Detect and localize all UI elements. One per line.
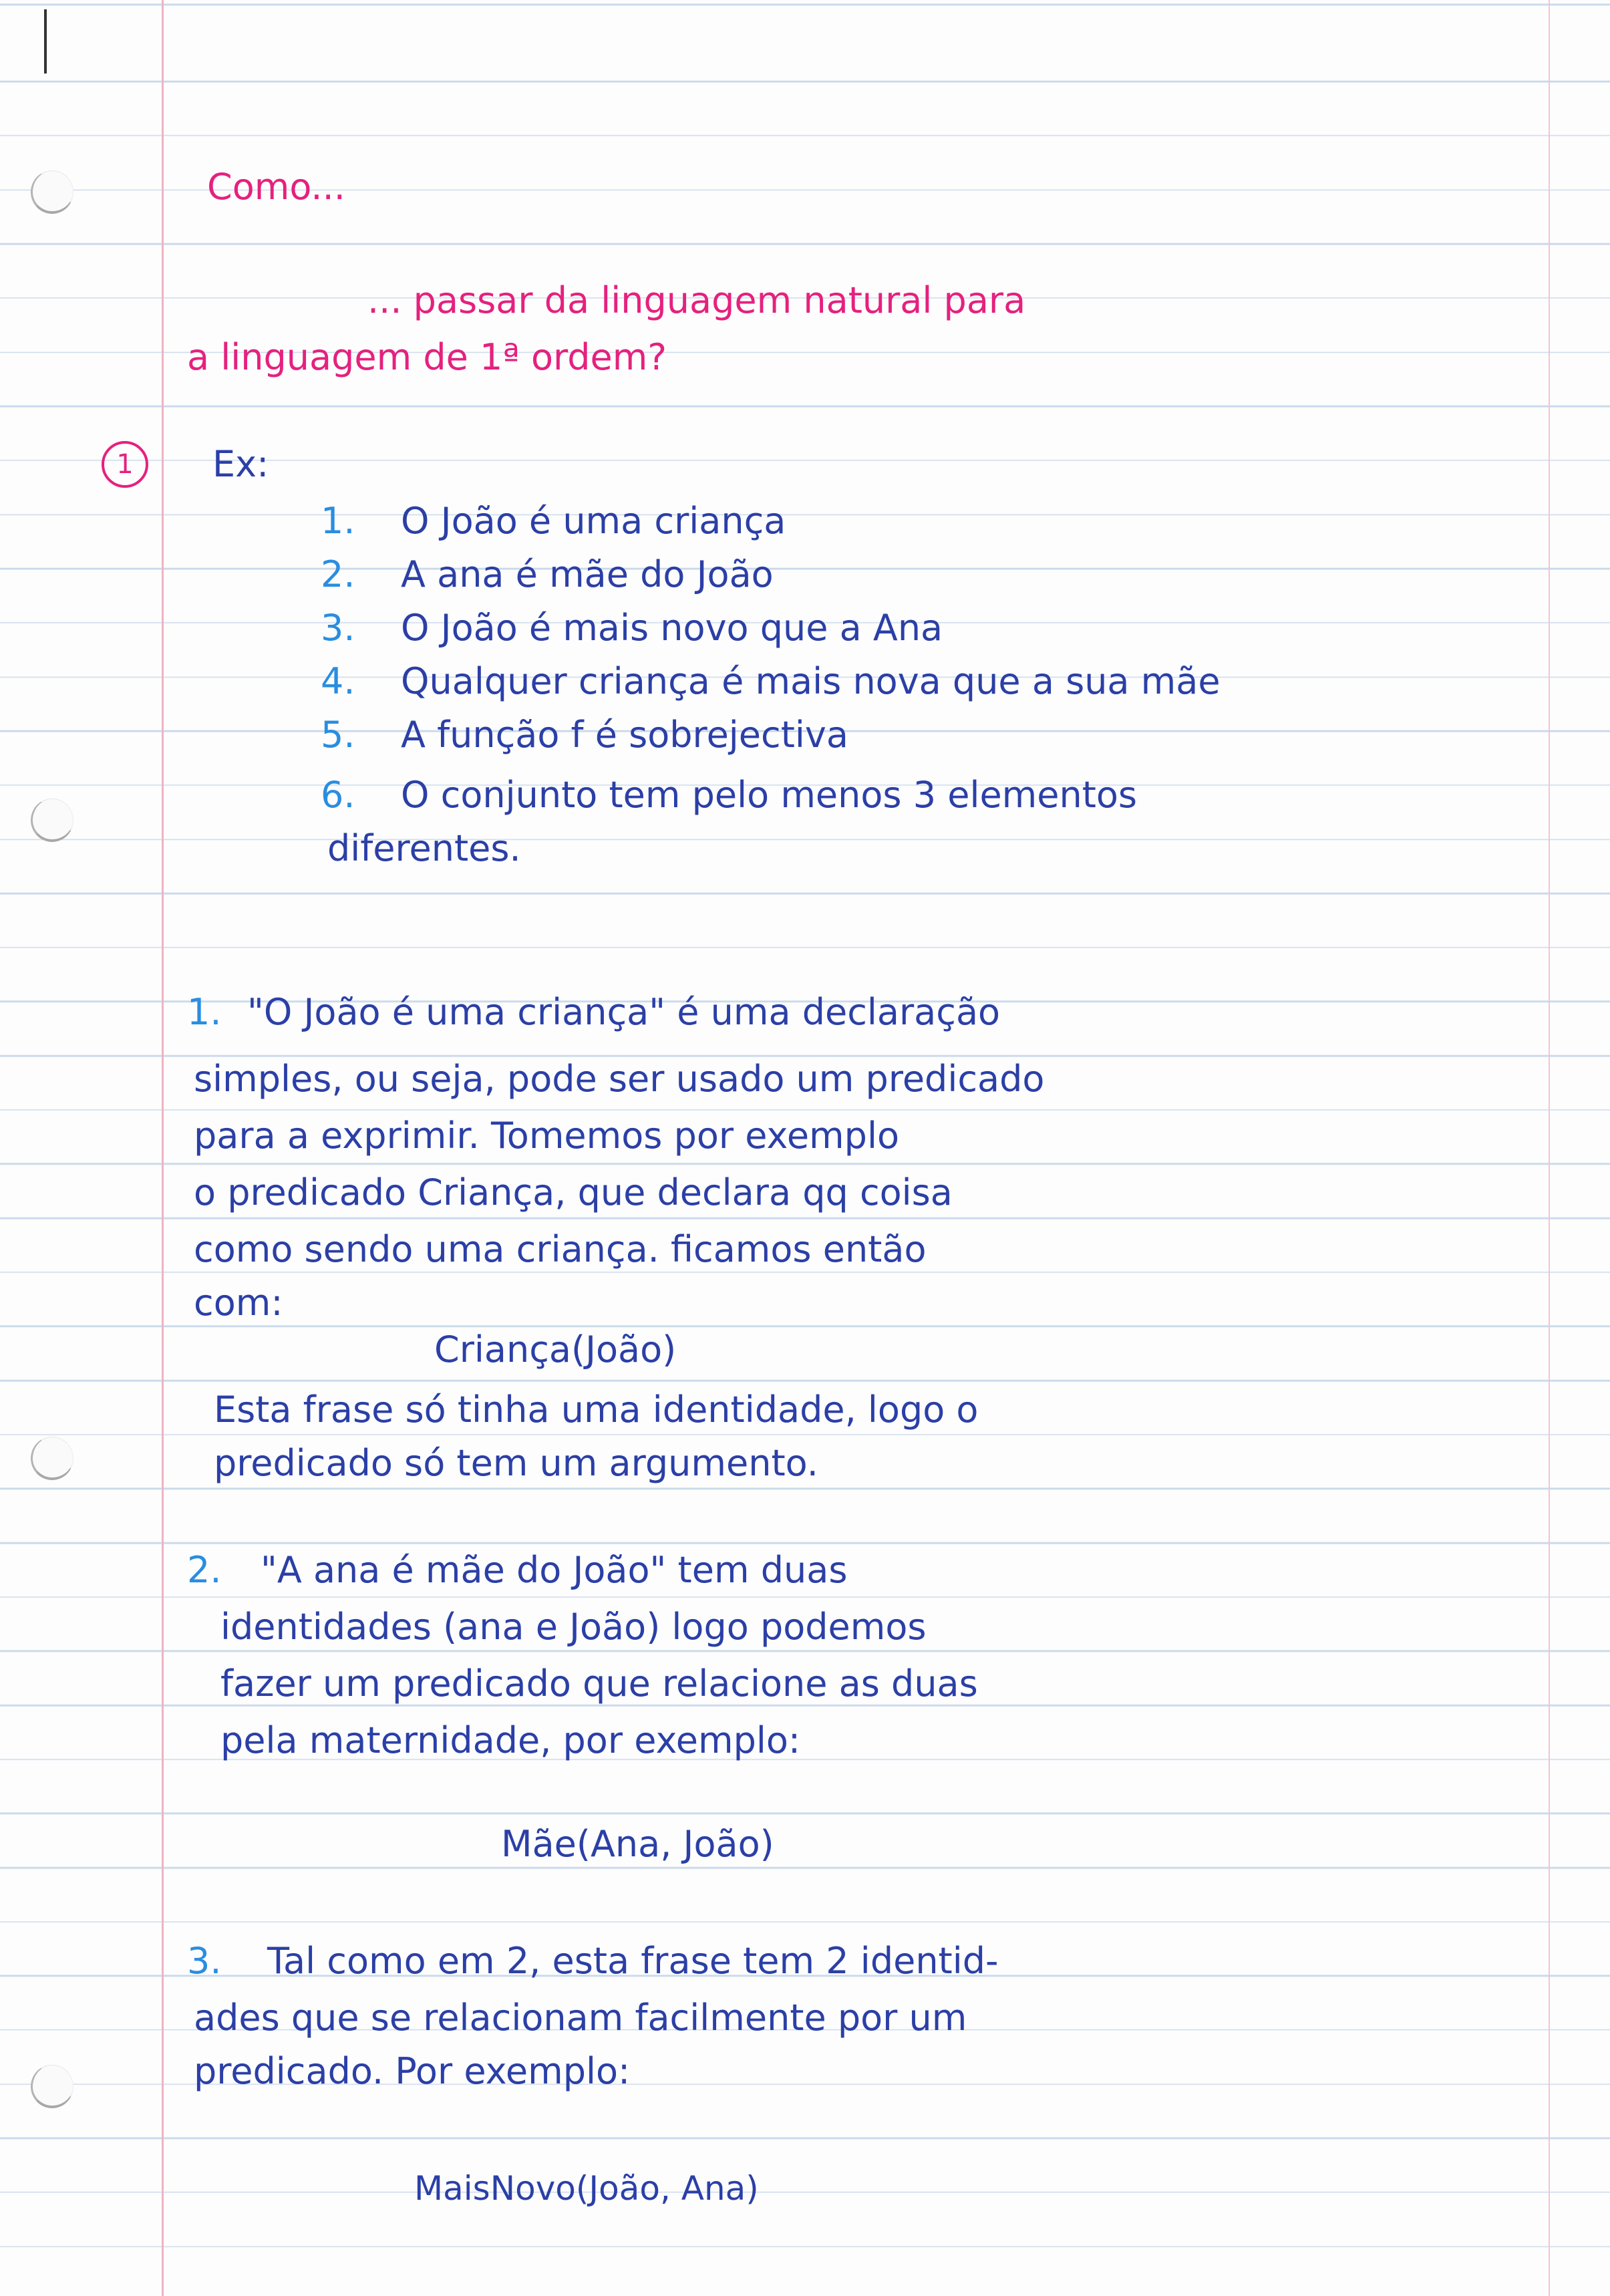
- explanation-line: predicado. Por exemplo:: [194, 2050, 631, 2092]
- punch-hole: [31, 799, 73, 842]
- examples-label: Ex:: [212, 443, 269, 485]
- heading-title: Como...: [207, 166, 345, 208]
- explanation-line: predicado só tem um argumento.: [214, 1442, 818, 1484]
- example-number: 3.: [321, 607, 355, 649]
- punch-hole: [31, 1437, 73, 1480]
- explanation-line: fazer um predicado que relacione as duas: [220, 1663, 978, 1705]
- heading-subtitle-line2: a linguagem de 1ª ordem?: [187, 336, 667, 378]
- explanation-number: 1.: [187, 991, 222, 1033]
- punch-hole: [31, 2065, 73, 2108]
- explanation-line: Tal como em 2, esta frase tem 2 identid-: [267, 1940, 999, 1982]
- punch-hole: [31, 170, 73, 214]
- example-text: A ana é mãe do João: [401, 553, 774, 595]
- example-text: A função f é sobrejectiva: [401, 714, 848, 756]
- corner-mark: [44, 9, 47, 74]
- explanation-number: 3.: [187, 1940, 222, 1982]
- formula: MaisNovo(João, Ana): [414, 2169, 759, 2208]
- explanation-line: Esta frase só tinha uma identidade, logo o: [214, 1389, 979, 1431]
- left-margin-line: [162, 0, 164, 2296]
- example-number: 2.: [321, 553, 355, 595]
- explanation-line: ades que se relacionam facilmente por um: [194, 1997, 967, 2039]
- explanation-line: pela maternidade, por exemplo:: [220, 1719, 801, 1761]
- example-text: Qualquer criança é mais nova que a sua mãe: [401, 660, 1221, 702]
- right-margin-line: [1549, 0, 1550, 2296]
- example-text-continuation: diferentes.: [327, 827, 521, 869]
- heading-subtitle-line1: ... passar da linguagem natural para: [367, 279, 1026, 321]
- explanation-line: como sendo uma criança. ficamos então: [194, 1228, 927, 1270]
- explanation-line: "O João é uma criança" é uma declaração: [247, 991, 1001, 1033]
- explanation-line: o predicado Criança, que declara qq coisa: [194, 1171, 953, 1213]
- explanation-line: "A ana é mãe do João" tem duas: [261, 1549, 848, 1591]
- example-number: 6.: [321, 774, 355, 816]
- example-text: O João é mais novo que a Ana: [401, 607, 943, 649]
- example-number: 1.: [321, 500, 355, 542]
- explanation-number: 2.: [187, 1549, 222, 1591]
- example-text: O conjunto tem pelo menos 3 elementos: [401, 774, 1138, 816]
- explanation-line: para a exprimir. Tomemos por exemplo: [194, 1115, 899, 1157]
- explanation-line: simples, ou seja, pode ser usado um predicado: [194, 1058, 1045, 1100]
- example-number: 4.: [321, 660, 355, 702]
- example-number: 5.: [321, 714, 355, 756]
- formula: Criança(João): [434, 1328, 677, 1371]
- example-text: O João é uma criança: [401, 500, 786, 542]
- explanation-line: com:: [194, 1282, 283, 1324]
- explanation-line: identidades (ana e João) logo podemos: [220, 1606, 927, 1648]
- section-marker: 1: [102, 441, 148, 488]
- formula: Mãe(Ana, João): [501, 1823, 774, 1865]
